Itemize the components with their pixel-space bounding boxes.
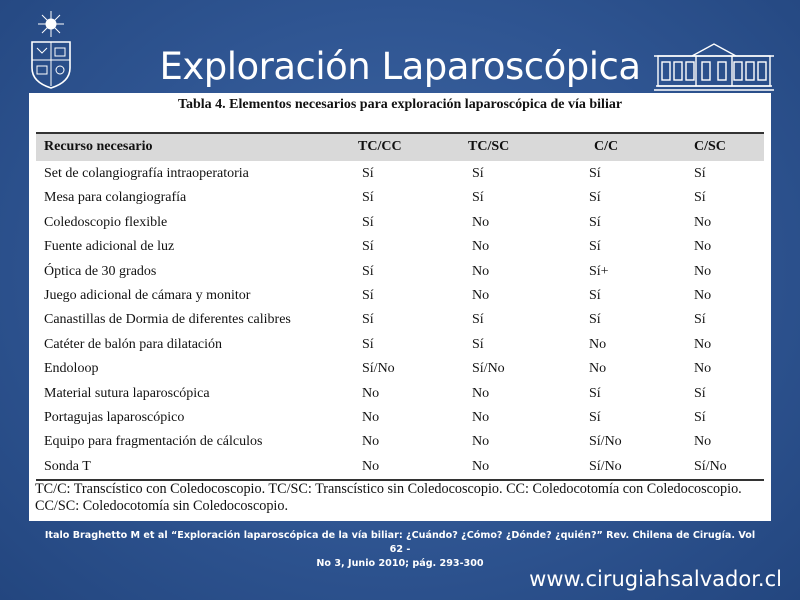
row-csc: No bbox=[694, 361, 712, 377]
row-tccc: Sí bbox=[362, 214, 374, 230]
row-cc: No bbox=[589, 336, 607, 352]
row-tccc: Sí bbox=[362, 287, 374, 303]
row-cc: Sí bbox=[589, 166, 601, 181]
header-resource: Recurso necesario bbox=[44, 139, 153, 154]
table-header-row bbox=[36, 134, 764, 161]
row-csc: No bbox=[694, 239, 712, 255]
table-row bbox=[36, 308, 764, 332]
table-footnote bbox=[35, 481, 770, 515]
row-resource: Óptica de 30 grados bbox=[44, 263, 157, 279]
table-row bbox=[36, 430, 764, 454]
row-csc: Sí/No bbox=[694, 458, 727, 474]
row-resource: Sonda T bbox=[44, 458, 91, 474]
row-cc: Sí+ bbox=[589, 263, 609, 279]
slide-title: Exploración Laparoscópica bbox=[159, 45, 641, 88]
row-tcsc: Sí bbox=[472, 312, 484, 328]
row-resource: Set de colangiografía intraoperatoria bbox=[44, 166, 249, 181]
table-row bbox=[36, 357, 764, 381]
table-body bbox=[36, 162, 764, 479]
row-csc: Sí bbox=[694, 312, 706, 328]
row-cc: Sí bbox=[589, 312, 601, 328]
row-resource: Equipo para fragmentación de cálculos bbox=[44, 434, 263, 450]
row-csc: No bbox=[694, 336, 712, 352]
row-cc: Sí bbox=[589, 190, 601, 206]
row-cc: Sí/No bbox=[589, 434, 622, 450]
row-tccc: No bbox=[362, 385, 380, 401]
row-tccc: Sí bbox=[362, 312, 374, 328]
row-tcsc: No bbox=[472, 263, 490, 279]
row-tccc: No bbox=[362, 458, 380, 474]
row-resource: Coledoscopio flexible bbox=[44, 214, 168, 230]
table-row bbox=[36, 333, 764, 357]
row-tccc: Sí bbox=[362, 239, 374, 255]
header-tcsc: TC/SC bbox=[468, 139, 510, 154]
row-tccc: No bbox=[362, 409, 380, 425]
table-row bbox=[36, 406, 764, 430]
table-panel bbox=[29, 93, 771, 521]
row-resource: Endoloop bbox=[44, 361, 99, 377]
citation bbox=[40, 529, 760, 571]
row-cc: Sí bbox=[589, 214, 601, 230]
table-row bbox=[36, 382, 764, 406]
row-tcsc: No bbox=[472, 385, 490, 401]
row-tccc: Sí bbox=[362, 190, 374, 206]
row-tcsc: No bbox=[472, 287, 490, 303]
row-csc: Sí bbox=[694, 409, 706, 425]
row-tcsc: Sí/No bbox=[472, 361, 505, 377]
row-resource: Juego adicional de cámara y monitor bbox=[44, 287, 251, 303]
footnote-line-2: CC/SC: Coledocotomía sin Coledocoscopio. bbox=[35, 498, 289, 514]
row-csc: No bbox=[694, 214, 712, 230]
row-csc: Sí bbox=[694, 190, 706, 206]
row-tccc: Sí/No bbox=[362, 361, 395, 377]
row-tccc: No bbox=[362, 434, 380, 450]
row-cc: Sí bbox=[589, 409, 601, 425]
table-row bbox=[36, 211, 764, 235]
row-tcsc: Sí bbox=[472, 166, 484, 181]
row-tcsc: No bbox=[472, 434, 490, 450]
row-csc: No bbox=[694, 434, 712, 450]
row-cc: Sí bbox=[589, 287, 601, 303]
row-csc: Sí bbox=[694, 385, 706, 401]
row-cc: No bbox=[589, 361, 607, 377]
footnote-line-1: TC/C: Transcístico con Coledocoscopio. TC/SC: Transcístico sin Coledocoscopio. CC: Coledocotomía con Coledocoscopio. bbox=[35, 481, 742, 497]
row-csc: No bbox=[694, 263, 712, 279]
row-resource: Mesa para colangiografía bbox=[44, 190, 187, 206]
table-row bbox=[36, 235, 764, 259]
table-row bbox=[36, 186, 764, 210]
row-cc: Sí bbox=[589, 239, 601, 255]
row-tcsc: No bbox=[472, 458, 490, 474]
row-tccc: Sí bbox=[362, 166, 374, 181]
table-caption: Tabla 4. Elementos necesarios para exploración laparoscópica de vía biliar bbox=[177, 97, 623, 112]
citation-line-2: No 3, Junio 2010; pág. 293-300 bbox=[316, 558, 484, 569]
row-cc: Sí bbox=[589, 385, 601, 401]
row-resource: Canastillas de Dormia de diferentes calibres bbox=[44, 312, 291, 328]
row-tcsc: Sí bbox=[472, 190, 484, 206]
website-url: www.cirugiahsalvador.cl bbox=[529, 567, 782, 591]
table-row bbox=[36, 260, 764, 284]
row-resource: Portagujas laparoscópico bbox=[44, 409, 185, 425]
row-resource: Material sutura laparoscópica bbox=[44, 385, 210, 401]
row-resource: Catéter de balón para dilatación bbox=[44, 336, 223, 352]
table-row bbox=[36, 284, 764, 308]
row-csc: No bbox=[694, 287, 712, 303]
row-tccc: Sí bbox=[362, 336, 374, 352]
citation-line-1: Italo Braghetto M et al “Exploración laparoscópica de la vía biliar: ¿Cuándo? ¿Cómo? ¿Dónde? ¿quién?” Rev. Chilena de Cirugía. Vol 62 - bbox=[44, 530, 756, 555]
header-csc: C/SC bbox=[694, 139, 726, 154]
row-tcsc: Sí bbox=[472, 336, 484, 352]
row-csc: Sí bbox=[694, 166, 706, 181]
row-cc: Sí/No bbox=[589, 458, 622, 474]
row-tcsc: No bbox=[472, 409, 490, 425]
table-row bbox=[36, 455, 764, 479]
header-tccc: TC/CC bbox=[358, 139, 402, 154]
row-tcsc: No bbox=[472, 239, 490, 255]
row-tcsc: No bbox=[472, 214, 490, 230]
row-tccc: Sí bbox=[362, 263, 374, 279]
header-cc: C/C bbox=[594, 139, 619, 154]
row-resource: Fuente adicional de luz bbox=[44, 239, 175, 255]
hospital-building-icon bbox=[652, 42, 776, 92]
table-row bbox=[36, 162, 764, 186]
